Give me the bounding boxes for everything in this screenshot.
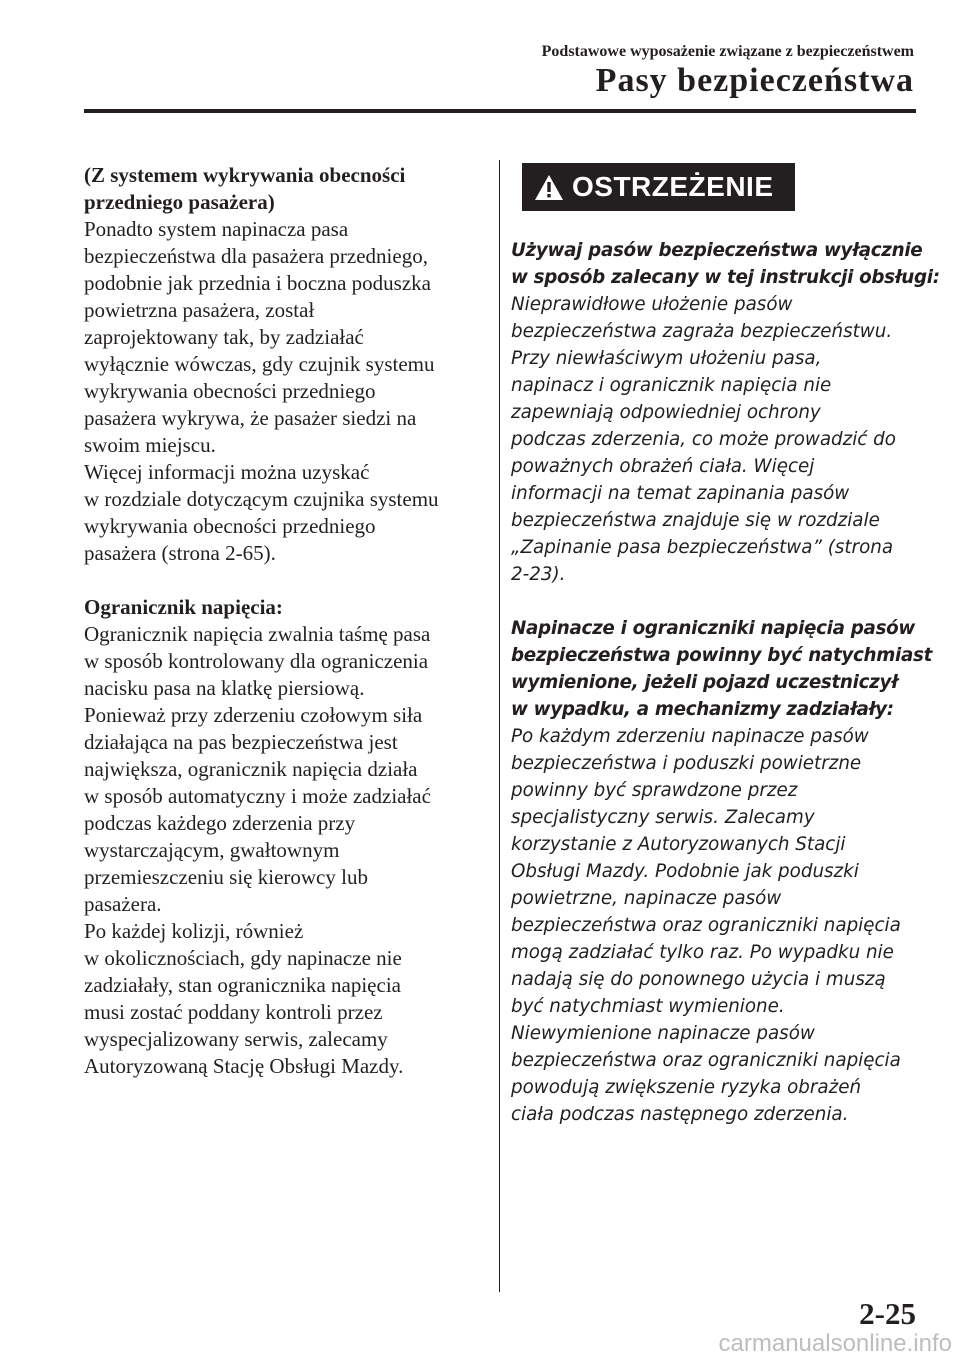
warning-line: informacji na temat zapinania pasów <box>511 483 850 504</box>
body-line: zadziałały, stan ogranicznika napięcia <box>84 973 401 997</box>
warning-line: poważnych obrażeń ciała. Więcej <box>511 456 815 477</box>
warning-line: powietrzne, napinacze pasów <box>511 888 782 909</box>
body-line: zaprojektowany tak, by zadziałać <box>84 325 364 349</box>
left-column <box>84 162 474 1080</box>
body-line: pasażera (strona 2-65). <box>84 541 276 565</box>
column-divider <box>499 160 500 1292</box>
page-number: 2-25 <box>859 1296 916 1331</box>
body-line: swoim miejscu. <box>84 433 216 457</box>
body-line: musi zostać poddany kontroli przez <box>84 1000 383 1024</box>
body-line: działająca na pas bezpieczeństwa jest <box>84 730 398 754</box>
warning-heading: w sposób zalecany w tej instrukcji obsługi: <box>511 267 940 288</box>
warning-line: ciała podczas następnego zderzenia. <box>511 1104 849 1125</box>
warning-heading: Napinacze i ograniczniki napięcia pasów <box>511 618 915 639</box>
body-line: pasażera. <box>84 892 162 916</box>
body-line: wykrywania obecności przedniego <box>84 514 376 538</box>
body-line: wystarczającym, gwałtownym <box>84 838 340 862</box>
section-title: Pasy bezpieczeństwa <box>595 62 914 99</box>
section-heading: Ogranicznik napięcia: <box>84 595 283 619</box>
warning-line: Nieprawidłowe ułożenie pasów <box>511 294 793 315</box>
body-line: w sposób automatyczny i może zadziałać <box>84 784 431 808</box>
section-heading: (Z systemem wykrywania obecności <box>84 163 406 187</box>
warning-line: Przy niewłaściwym ułożeniu pasa, <box>511 348 822 369</box>
body-line: w sposób kontrolowany dla ograniczenia <box>84 649 429 673</box>
body-line: wykrywania obecności przedniego <box>84 379 376 403</box>
body-line: Po każdej kolizji, również <box>84 919 304 943</box>
warning-line: zapewniają odpowiedniej ochrony <box>511 402 821 423</box>
warning-line: podczas zderzenia, co może prowadzić do <box>511 429 896 450</box>
body-line: Ponadto system napinacza pasa <box>84 217 349 241</box>
chapter-subtitle: Podstawowe wyposażenie związane z bezpieczeństwem <box>541 43 914 60</box>
body-line: w okolicznościach, gdy napinacze nie <box>84 946 402 970</box>
section-heading: przedniego pasażera) <box>84 190 275 214</box>
watermark: carmanualsonline.info <box>718 1330 952 1357</box>
warning-heading: Używaj pasów bezpieczeństwa wyłącznie <box>511 240 923 261</box>
warning-line: „Zapinanie pasa bezpieczeństwa” (strona <box>511 537 894 558</box>
warning-line: bezpieczeństwa oraz ograniczniki napięcia <box>511 1050 901 1071</box>
warning-line: napinacz i ogranicznik napięcia nie <box>511 375 832 396</box>
body-line: podobnie jak przednia i boczna poduszka <box>84 271 431 295</box>
warning-content <box>511 237 940 1128</box>
warning-line: bezpieczeństwa i poduszki powietrzne <box>511 753 862 774</box>
warning-line: Obsługi Mazdy. Podobnie jak poduszki <box>511 861 859 882</box>
body-line: podczas każdego zderzenia przy <box>84 811 356 835</box>
warning-heading: wymienione, jeżeli pojazd uczestniczył <box>511 672 898 693</box>
header-rule <box>84 109 916 113</box>
body-line: Więcej informacji można uzyskać <box>84 460 370 484</box>
warning-label: OSTRZEŻENIE <box>572 171 774 202</box>
body-line: w rozdziale dotyczącym czujnika systemu <box>84 487 439 511</box>
warning-line: nadają się do ponownego użycia i muszą <box>511 969 886 990</box>
warning-line: powinny być sprawdzone przez <box>511 780 798 801</box>
body-line: największa, ogranicznik napięcia działa <box>84 757 418 781</box>
warning-banner <box>522 163 795 211</box>
warning-line: specjalistyczny serwis. Zalecamy <box>511 807 815 828</box>
body-line: powietrzna pasażera, został <box>84 298 315 322</box>
body-line: Ponieważ przy zderzeniu czołowym siła <box>84 703 423 727</box>
body-line: wyłącznie wówczas, gdy czujnik systemu <box>84 352 435 376</box>
warning-heading: bezpieczeństwa powinny być natychmiast <box>511 645 933 666</box>
warning-line: być natychmiast wymienione. <box>511 996 785 1017</box>
warning-line: powodują zwiększenie ryzyka obrażeń <box>511 1077 862 1098</box>
warning-heading: w wypadku, a mechanizmy zadziałały: <box>511 699 894 720</box>
body-line: pasażera wykrywa, że pasażer siedzi na <box>84 406 417 430</box>
warning-line: bezpieczeństwa znajduje się w rozdziale <box>511 510 880 531</box>
warning-triangle-icon <box>534 174 564 201</box>
body-line: wyspecjalizowany serwis, zalecamy <box>84 1027 388 1051</box>
body-line: nacisku pasa na klatkę piersiową. <box>84 676 365 700</box>
warning-line: korzystanie z Autoryzowanych Stacji <box>511 834 846 855</box>
body-line: Autoryzowaną Stację Obsługi Mazdy. <box>84 1054 404 1078</box>
warning-line: mogą zadziałać tylko raz. Po wypadku nie <box>511 942 894 963</box>
warning-line: 2-23). <box>511 564 566 585</box>
warning-line: Po każdym zderzeniu napinacze pasów <box>511 726 869 747</box>
body-line: Ogranicznik napięcia zwalnia taśmę pasa <box>84 622 431 646</box>
warning-line: bezpieczeństwa oraz ograniczniki napięcia <box>511 915 901 936</box>
body-line: bezpieczeństwa dla pasażera przedniego, <box>84 244 428 268</box>
warning-line: Niewymienione napinacze pasów <box>511 1023 815 1044</box>
body-line: przemieszczeniu się kierowcy lub <box>84 865 368 889</box>
warning-line: bezpieczeństwa zagraża bezpieczeństwu. <box>511 321 893 342</box>
